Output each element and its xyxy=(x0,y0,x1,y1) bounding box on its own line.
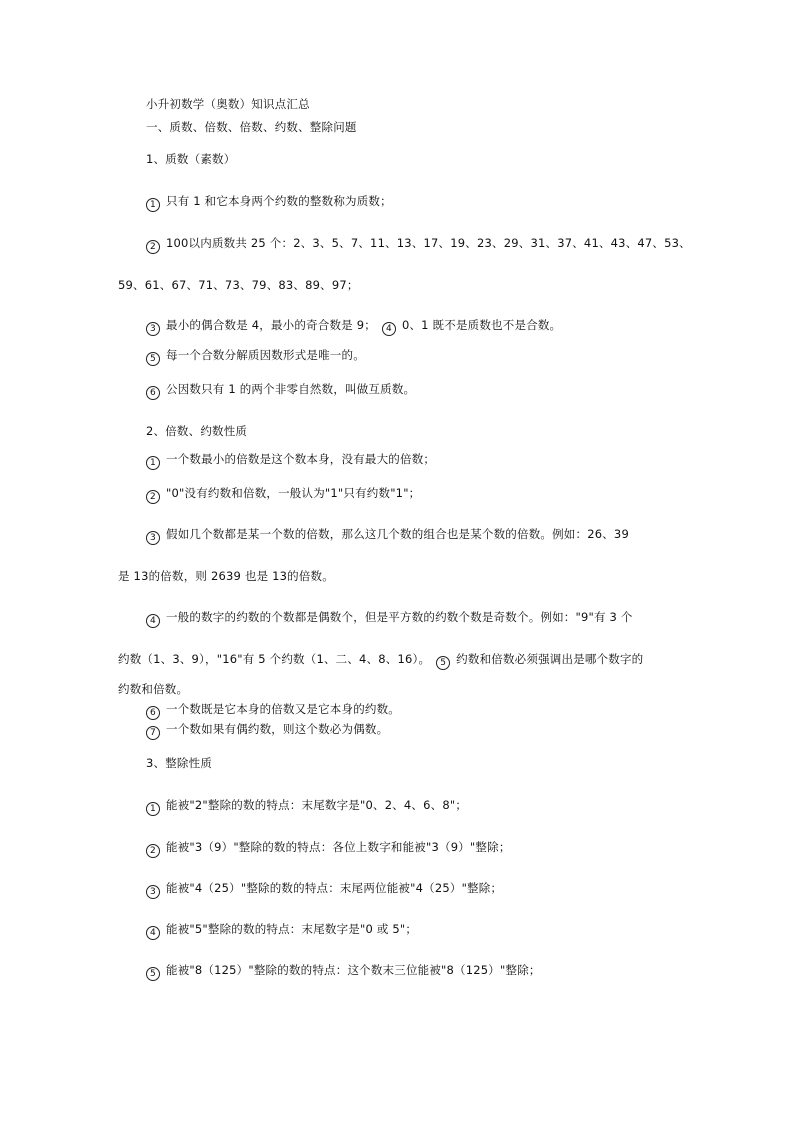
circled-number: 3 xyxy=(146,531,160,545)
item-text: 能被"2"整除的数的特点：末尾数字是"0、2、4、6、8"； xyxy=(166,798,468,812)
circled-number: 3 xyxy=(146,322,160,336)
item-text: 能被"5"整除的数的特点：末尾数字是"0 或 5"； xyxy=(166,922,418,936)
circled-number: 6 xyxy=(146,386,160,400)
circled-number: 5 xyxy=(146,352,160,366)
item-text: 一个数如果有偶约数，则这个数必为偶数。 xyxy=(166,722,389,736)
list-item xyxy=(146,722,388,740)
circled-number: 4 xyxy=(382,322,396,336)
list-item xyxy=(146,840,511,858)
list-item xyxy=(146,348,365,366)
item-text: 一个数最小的倍数是这个数本身，没有最大的倍数； xyxy=(166,452,436,466)
circled-number: 7 xyxy=(146,726,160,740)
list-item xyxy=(146,382,415,400)
circled-number: 2 xyxy=(146,240,160,254)
item-continuation xyxy=(118,652,643,670)
section-heading: 一、质数、倍数、倍数、约数、整除问题 xyxy=(146,120,357,134)
circled-number: 2 xyxy=(146,844,160,858)
subsection-heading: 1、质数（素数） xyxy=(146,152,236,166)
item-continuation: 是 13的倍数，则 2639 也是 13的倍数。 xyxy=(118,569,334,583)
circled-number: 1 xyxy=(146,802,160,816)
item-text: 100以内质数共 25 个：2、3、5、7、11、13、17、19、23、29、31、37、41、43、47、53、 xyxy=(166,236,691,250)
list-item xyxy=(146,527,629,545)
circled-number: 5 xyxy=(146,967,160,981)
item-text: 公因数只有 1 的两个非零自然数，叫做互质数。 xyxy=(166,382,416,396)
circled-number: 1 xyxy=(146,456,160,470)
list-item xyxy=(146,610,633,628)
item-text: 每一个合数分解质因数形式是唯一的。 xyxy=(166,348,365,362)
circled-number: 1 xyxy=(146,198,160,212)
item-text: 约数（1、3、9），"16"有 5 个约数（1、二、4、8、16）。 xyxy=(118,652,431,666)
subsection-heading: 3、整除性质 xyxy=(146,756,213,770)
list-item xyxy=(146,318,561,336)
circled-number: 3 xyxy=(146,885,160,899)
circled-number: 4 xyxy=(146,926,160,940)
list-item xyxy=(146,702,400,720)
list-item xyxy=(146,194,392,212)
item-text: 只有 1 和它本身两个约数的整数称为质数； xyxy=(166,194,392,208)
item-text: 一般的数字的约数的个数都是偶数个，但是平方数的约数个数是奇数个。例如："9"有 3 个 xyxy=(166,610,633,624)
list-item xyxy=(146,922,417,940)
item-text: 能被"4（25）"整除的数的特点：末尾两位能被"4（25）"整除； xyxy=(166,881,503,895)
item-text: "0"没有约数和倍数，一般认为"1"只有约数"1"； xyxy=(166,486,421,500)
list-item xyxy=(146,452,435,470)
list-item xyxy=(146,798,467,816)
list-item xyxy=(146,236,691,254)
circled-number: 6 xyxy=(146,706,160,720)
list-item xyxy=(146,486,420,504)
circled-number: 2 xyxy=(146,490,160,504)
item-text: 能被"3（9）"整除的数的特点：各位上数字和能被"3（9）"整除； xyxy=(166,840,511,854)
item-text: 假如几个数都是某一个数的倍数，那么这几个数的组合也是某个数的倍数。例如：26、39 xyxy=(166,527,629,541)
document-title: 小升初数学（奥数）知识点汇总 xyxy=(146,97,310,111)
circled-number: 5 xyxy=(436,656,450,670)
item-text: 最小的偶合数是 4，最小的奇合数是 9； xyxy=(166,318,376,332)
item-continuation: 约数和倍数。 xyxy=(118,682,189,696)
item-text: 0、1 既不是质数也不是合数。 xyxy=(401,318,562,332)
subsection-heading: 2、倍数、约数性质 xyxy=(146,424,248,438)
item-text: 一个数既是它本身的倍数又是它本身的约数。 xyxy=(166,702,400,716)
list-item xyxy=(146,881,502,899)
item-text: 能被"8（125）"整除的数的特点：这个数末三位能被"8（125）"整除； xyxy=(166,963,541,977)
circled-number: 4 xyxy=(146,614,160,628)
item-continuation: 59、61、67、71、73、79、83、89、97； xyxy=(118,278,359,292)
item-text: 约数和倍数必须强调出是哪个数字的 xyxy=(456,652,644,666)
list-item xyxy=(146,963,541,981)
